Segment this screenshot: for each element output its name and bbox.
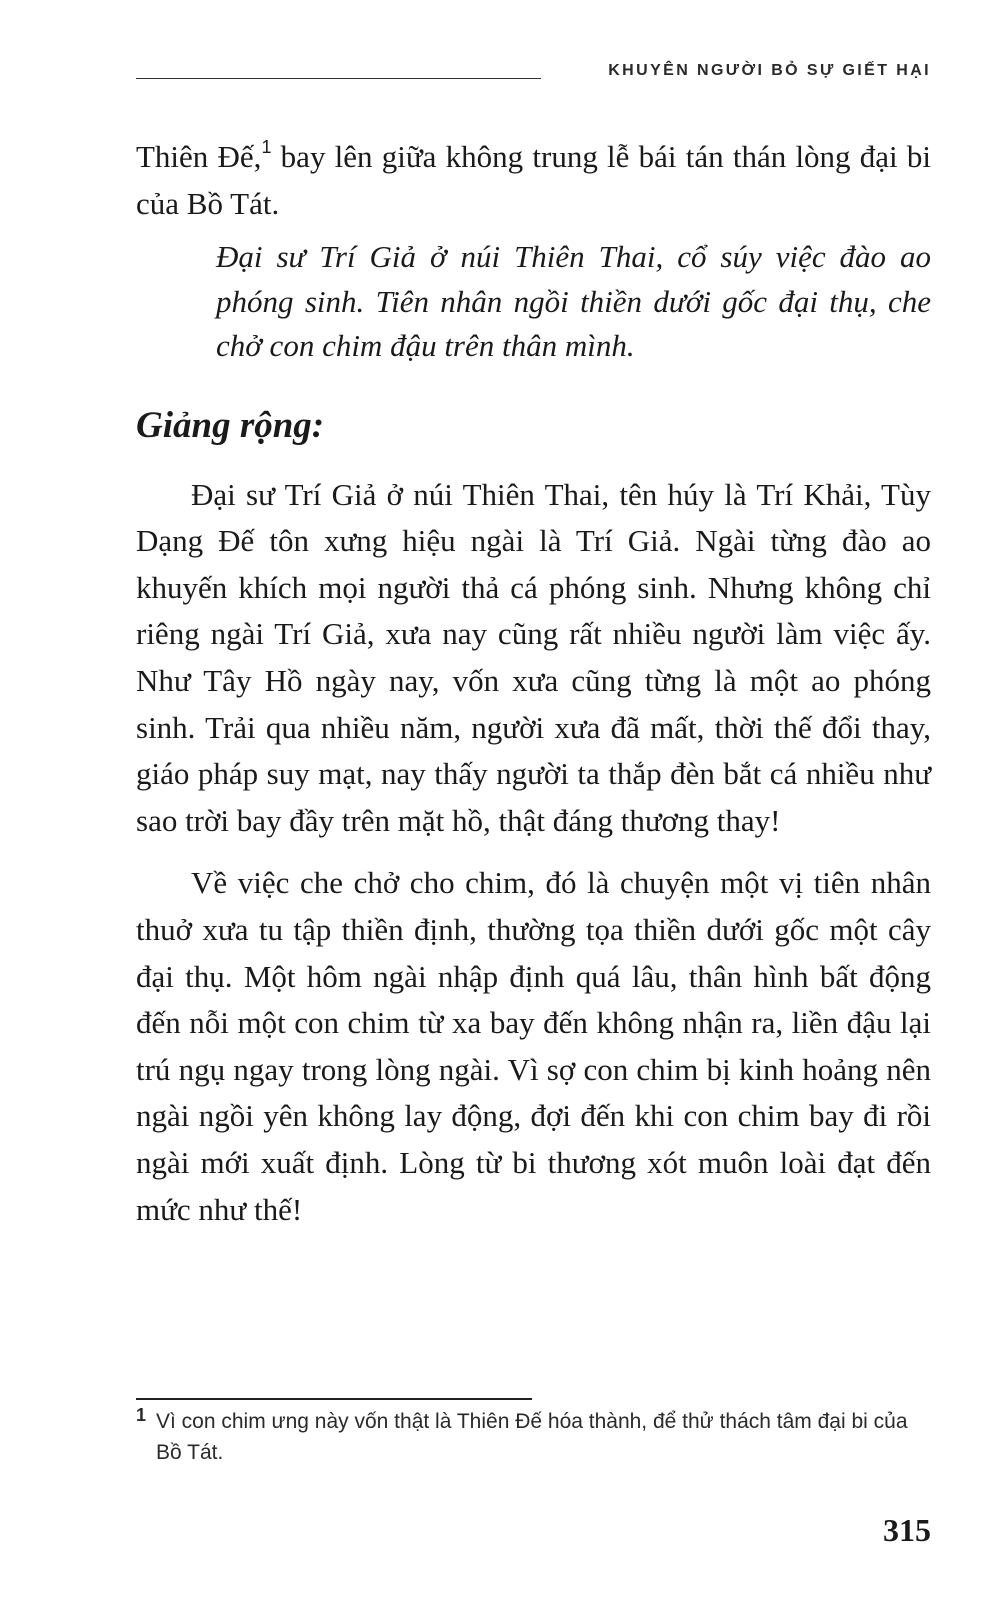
section-heading: Giảng rộng:	[136, 404, 325, 446]
continued-text-end: bay lên giữa không trung lễ bái tán thán lòng đại bi của Bồ Tát.	[136, 139, 931, 221]
verse-quote: Đại sư Trí Giả ở núi Thiên Thai, cổ súy việc đào ao phóng sinh. Tiên nhân ngồi thiền dưới gốc đại thụ, che chở con chim đậu trên thân mình.	[216, 239, 931, 364]
page-content	[136, 134, 931, 1249]
body-paragraph: Đại sư Trí Giả ở núi Thiên Thai, tên húy là Trí Khải, Tùy Dạng Đế tôn xưng hiệu ngài là Trí Giả. Ngài từng đào ao khuyến khích mọi người thả cá phóng sinh. Nhưng không chỉ riêng ngài Trí Giả, xưa nay cũng rất nhiều người làm việc ấy. Như Tây Hồ ngày nay, vốn xưa cũng từng là một ao phóng sinh. Trải qua nhiều năm, người xưa đã mất, thời thế đổi thay, giáo pháp suy mạt, nay thấy người ta thắp đèn bắt cá nhiều như sao trời bay đầy trên mặt hồ, thật đáng thương thay!	[136, 476, 931, 838]
footnote-marker: 1	[136, 1405, 147, 1425]
footnote-text: Vì con chim ưng này vốn thật là Thiên Đế hóa thành, để thử thách tâm đại bi của Bồ Tát.	[156, 1410, 908, 1464]
header-rule	[136, 78, 541, 79]
footnote	[136, 1406, 931, 1468]
footnote-rule	[136, 1398, 532, 1400]
body-paragraph: Về việc che chở cho chim, đó là chuyện một vị tiên nhân thuở xưa tu tập thiền định, thường tọa thiền dưới gốc một cây đại thụ. Một hôm ngài nhập định quá lâu, thân hình bất động đến nỗi một con chim từ xa bay đến không nhận ra, liền đậu lại trú ngụ ngay trong lòng ngài. Vì sợ con chim bị kinh hoảng nên ngài ngồi yên không lay động, đợi đến khi con chim bay đi rồi ngài mới xuất định. Lòng từ bi thương xót muôn loài đạt đến mức như thế!	[136, 865, 931, 1227]
running-header	[136, 62, 931, 86]
page-number: 315	[883, 1512, 931, 1548]
continued-paragraph	[136, 134, 931, 227]
running-header-title: KHUYÊN NGƯỜI BỎ SỰ GIẾT HẠI	[608, 62, 931, 79]
continued-text-start: Thiên Đế,	[136, 139, 262, 174]
footnote-reference[interactable]: 1	[261, 137, 272, 157]
